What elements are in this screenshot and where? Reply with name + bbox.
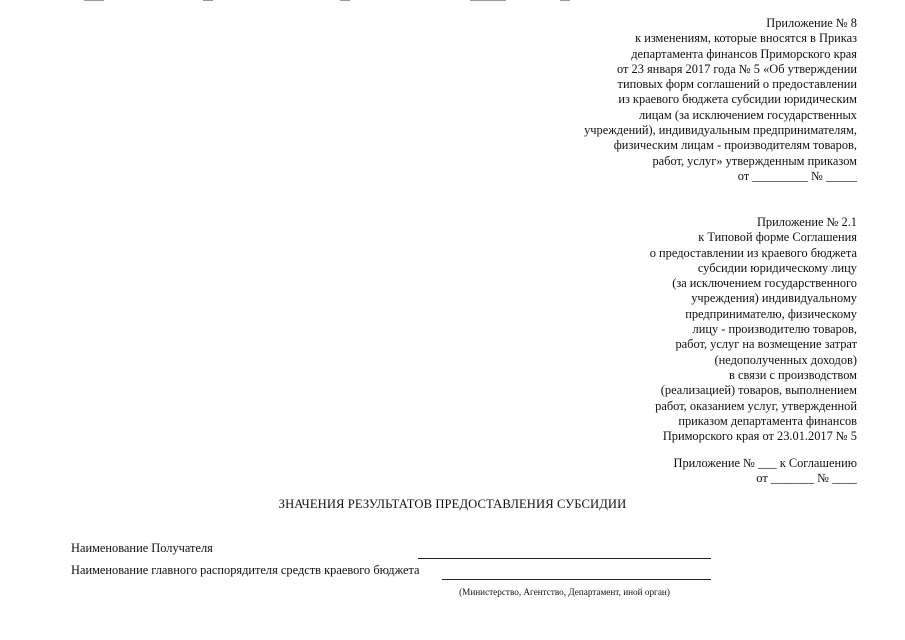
header-line: учреждений), индивидуальным предпринимателям,	[584, 123, 857, 138]
header-line: работ, услуг на возмещение затрат	[675, 337, 857, 352]
header-line: Приложение № 8	[766, 16, 857, 30]
header-line: о предоставлении из краевого бюджета	[649, 245, 857, 260]
header-line: (недополученных доходов)	[714, 352, 857, 367]
agreement-reference	[674, 456, 857, 487]
header-line: типовых форм соглашений о предоставлении	[617, 77, 857, 92]
header-line: предпринимателю, физическому	[685, 306, 857, 321]
header-line: Приморского края от 23.01.2017 № 5	[662, 429, 857, 444]
agreement-appendix-line: Приложение № ___ к Соглашению	[673, 456, 857, 470]
header-line: учреждения) индивидуальному	[691, 291, 857, 306]
header-line: Приложение № 2.1	[756, 215, 857, 229]
recipient-fill-line	[418, 558, 711, 559]
manager-caption: (Министерство, Агентство, Департамент, иной орган)	[459, 587, 670, 597]
header-line: от 23 января 2017 года № 5 «Об утверждении	[616, 61, 857, 76]
recipient-label: Наименование Получателя	[71, 541, 213, 555]
header-line: (реализацией) товаров, выполнением	[660, 383, 857, 398]
header-line: из краевого бюджета субсидии юридическим	[618, 92, 857, 107]
manager-label: Наименование главного распорядителя средств краевого бюджета	[71, 563, 420, 577]
header-date-number-line: от _________ № _____	[737, 168, 857, 183]
header-line: лицу - производителю товаров,	[692, 322, 857, 337]
header-line: работ, услуг» утвержденным приказом	[652, 153, 857, 168]
header-line: субсидии юридическому лицу	[697, 260, 857, 275]
header-line: к Типовой форме Соглашения	[698, 230, 857, 245]
appendix-8-header	[584, 16, 857, 184]
header-line: приказом департамента финансов	[678, 413, 857, 428]
manager-fill-line	[442, 579, 711, 580]
header-line: к изменениям, которые вносятся в Приказ	[635, 31, 857, 46]
header-line: работ, оказанием услуг, утвержденной	[655, 398, 857, 413]
header-line: физическим лицам - производителям товаров,	[613, 138, 857, 153]
document-title: ЗНАЧЕНИЯ РЕЗУЛЬТАТОВ ПРЕДОСТАВЛЕНИЯ СУБСИДИИ	[278, 497, 627, 511]
header-line: в связи с производством	[729, 367, 857, 382]
header-line: (за исключением государственного	[672, 276, 857, 291]
appendix-2-1-header	[650, 215, 857, 444]
header-line: департамента финансов Приморского края	[631, 46, 857, 61]
header-line: лицам (за исключением государственных	[638, 107, 857, 122]
agreement-date-number-line: от _______ № ____	[756, 471, 857, 486]
scan-top-edge-marks	[0, 0, 905, 3]
